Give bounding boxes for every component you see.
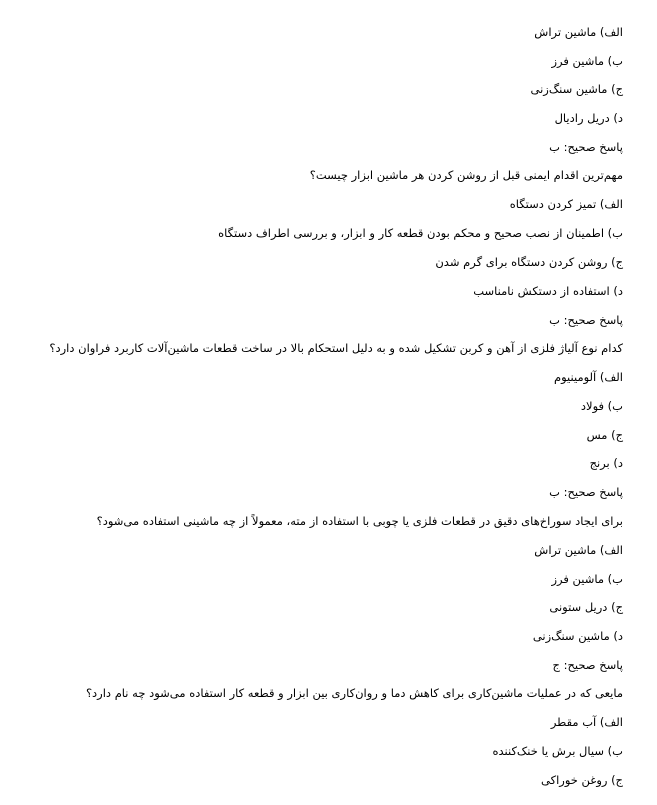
option-d: د) استفاده از دستکش نامناسب <box>473 284 623 298</box>
answer-line: پاسخ صحیح: ب <box>549 313 623 327</box>
option-d: د) دریل رادیال <box>554 111 623 125</box>
answer-line: پاسخ صحیح: ب <box>549 485 623 499</box>
option-a: الف) ماشین تراش <box>534 25 623 39</box>
option-c: ج) ماشین سنگ‌زنی <box>530 82 623 96</box>
option-c: ج) دریل ستونی <box>549 600 623 614</box>
option-a: الف) تمیز کردن دستگاه <box>509 197 623 211</box>
option-c: ج) مس <box>586 428 623 442</box>
option-c: ج) روشن کردن دستگاه برای گرم شدن <box>435 255 623 269</box>
option-d: د) ماشین سنگ‌زنی <box>532 629 623 643</box>
question-text: مهم‌ترین اقدام ایمنی قبل از روشن کردن هر ماشین ابزار چیست؟ <box>309 168 623 182</box>
answer-line: پاسخ صحیح: ج <box>552 658 623 672</box>
answer-line: پاسخ صحیح: ب <box>549 140 623 154</box>
question-text: کدام نوع آلیاژ فلزی از آهن و کربن تشکیل شده و به دلیل استحکام بالا در ساخت قطعات ماشین‌آلات کاربرد فراوان دارد؟ <box>49 341 623 355</box>
option-b: ب) ماشین فرز <box>551 572 623 586</box>
option-a: الف) آب مقطر <box>550 715 623 729</box>
question-text: برای ایجاد سوراخ‌های دقیق در قطعات فلزی یا چوبی با استفاده از مته، معمولاً از چه ماشینی استفاده می‌شود؟ <box>96 514 623 528</box>
option-b: ب) فولاد <box>580 399 623 413</box>
option-c: ج) روغن خوراکی <box>541 773 623 787</box>
option-a: الف) آلومینیوم <box>553 370 623 384</box>
option-b: ب) اطمینان از نصب صحیح و محکم بودن قطعه کار و ابزار، و بررسی اطراف دستگاه <box>218 226 623 240</box>
option-d: د) برنج <box>589 456 623 470</box>
option-a: الف) ماشین تراش <box>534 543 623 557</box>
question-text: مایعی که در عملیات ماشین‌کاری برای کاهش دما و روان‌کاری بین ابزار و قطعه کار استفاده می‌شود چه نام دارد؟ <box>85 686 623 700</box>
option-b: ب) سیال برش یا خنک‌کننده <box>492 744 623 758</box>
option-b: ب) ماشین فرز <box>551 54 623 68</box>
